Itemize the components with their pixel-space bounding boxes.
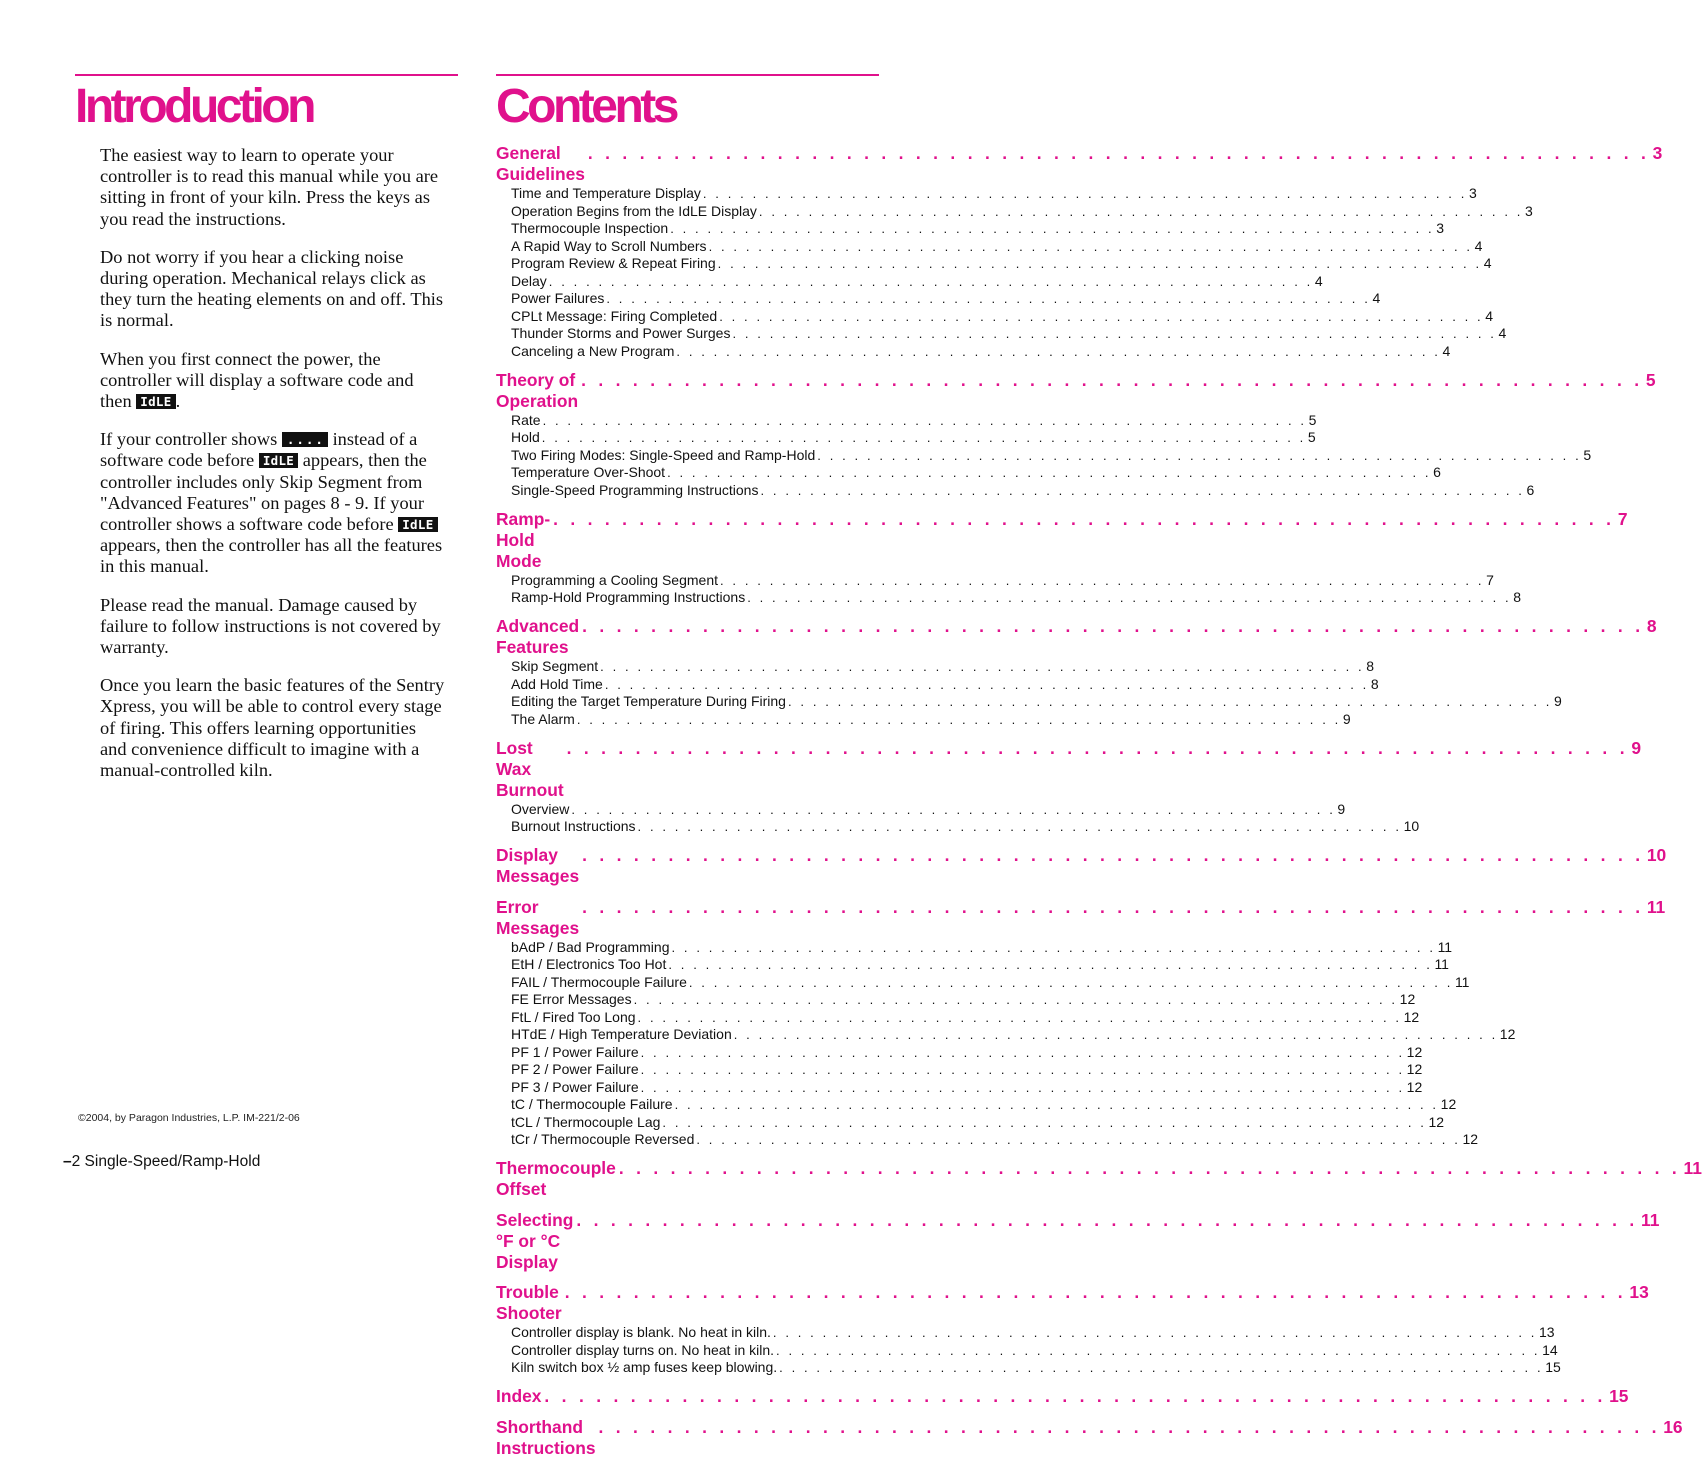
dot-leader: . . . . . . . . . . . . . . . . . . . . . . . . . . . . . . . . . . . . . . . . . . . . . . . . . . . . . . . . . . . . . . — [717, 256, 1482, 271]
toc-item-page: 6 — [1526, 481, 1535, 498]
dot-leader: . . . . . . . . . . . . . . . . . . . . . . . . . . . . . . . . . . . . . . . . . . . . . . . . . . . . . . . . . . . . . . — [676, 343, 1441, 359]
dot-leader: . . . . . . . . . . . . . . . . . . . . . . . . . . . . . . . . . . . . . . . . . . . . . . . . . . . . . . . . . . . . . . — [668, 957, 1433, 972]
toc-item-label: Operation Begins from the IdLE Display — [511, 202, 757, 219]
page-footer — [63, 1153, 260, 1171]
toc-section-label: General Guidelines — [496, 143, 585, 184]
toc-item[interactable] — [496, 1061, 1423, 1079]
toc-item[interactable] — [496, 589, 1522, 607]
dot-leader: . . . . . . . . . . . . . . . . . . . . . . . . . . . . . . . . . . . . . . . . . . . . . . . . . . . . . . . . . . . . . . — [640, 1062, 1405, 1077]
table-of-contents — [496, 143, 1702, 1468]
toc-item-label: Temperature Over-Shoot — [511, 464, 666, 480]
toc-item-label: FtL / Fired Too Long — [511, 1008, 636, 1025]
dot-leader: . . . . . . . . . . . . . . . . . . . . . . . . . . . . . . . . . . . . . . . . . . . . . . . . . . . . . . . . . . . . . . — [637, 1009, 1402, 1025]
toc-item-label: Program Review & Repeat Firing — [511, 255, 716, 271]
toc-section-label: Ramp-Hold Mode — [496, 508, 551, 571]
toc-section-title[interactable] — [496, 737, 1641, 801]
intro-paragraph-4-text-b: instead of a software code before — [100, 429, 418, 471]
intro-paragraph-4 — [100, 429, 445, 577]
toc-section-title[interactable] — [496, 616, 1657, 658]
toc-item-label: Delay — [511, 272, 547, 289]
toc-item[interactable] — [496, 956, 1449, 974]
toc-item[interactable] — [496, 1359, 1561, 1377]
toc-item[interactable] — [496, 973, 1470, 992]
footer-dash: – — [63, 1153, 72, 1170]
toc-item-label: EtH / Electronics Too Hot — [511, 956, 667, 972]
footer-text: 2 Single-Speed/Ramp-Hold — [71, 1153, 261, 1170]
toc-item[interactable] — [496, 991, 1416, 1009]
contents-top-rule — [496, 74, 879, 76]
intro-paragraph-4-text-c: appears, then the controller includes only Skip Segment from "Advanced Features" on pages 8 - 9. If your controller shows a software code before — [100, 450, 427, 535]
toc-section-title[interactable] — [496, 1386, 1629, 1407]
toc-item[interactable] — [496, 429, 1316, 447]
toc-section — [496, 896, 1666, 1149]
toc-item-label: Burnout Instructions — [511, 818, 636, 834]
toc-section — [496, 1386, 1629, 1407]
toc-section-page: 3 — [1652, 143, 1663, 163]
toc-section — [496, 845, 1667, 887]
dot-leader: . . . . . . . . . . . . . . . . . . . . . . . . . . . . . . . . . . . . . . . . . . . . . . . . . . . . . . . . . . . . . . — [688, 974, 1453, 990]
toc-item-page: 4 — [1474, 237, 1483, 254]
toc-item[interactable] — [496, 1026, 1516, 1044]
toc-section-page: 11 — [1641, 1209, 1660, 1230]
toc-item-page: 11 — [1437, 938, 1453, 955]
toc-item-page: 8 — [1513, 589, 1522, 605]
toc-item[interactable] — [496, 800, 1346, 819]
dot-leader: . . . . . . . . . . . . . . . . . . . . . . . . . . . . . . . . . . . . . . . . . . . . . . . . . . . . . . . . . . . . . . — [587, 143, 1650, 163]
toc-section-title[interactable] — [496, 1416, 1683, 1459]
toc-section-page: 16 — [1663, 1416, 1683, 1437]
toc-section-page: 8 — [1646, 616, 1657, 636]
dot-leader: . . . . . . . . . . . . . . . . . . . . . . . . . . . . . . . . . . . . . . . . . . . . . . . . . . . . . . . . . . . . . . — [544, 1386, 1607, 1406]
toc-item-page: 4 — [1485, 307, 1494, 324]
toc-item-label: A Rapid Way to Scroll Numbers — [511, 237, 707, 254]
intro-paragraph-3 — [100, 349, 445, 413]
toc-section-label: Lost Wax Burnout — [496, 737, 564, 800]
toc-item-page: 9 — [1342, 710, 1351, 727]
toc-item[interactable] — [496, 571, 1494, 590]
toc-item-label: PF 2 / Power Failure — [511, 1061, 639, 1077]
dot-leader: . . . . . . . . . . . . . . . . . . . . . . . . . . . . . . . . . . . . . . . . . . . . . . . . . . . . . . . . . . . . . . — [787, 694, 1553, 709]
toc-item-label: The Alarm — [511, 710, 575, 727]
toc-item[interactable] — [496, 1131, 1479, 1149]
toc-item-page: 3 — [1468, 185, 1477, 201]
toc-section — [496, 369, 1656, 500]
toc-section-label: Theory of Operation — [496, 369, 579, 411]
toc-item-page: 5 — [1307, 429, 1316, 445]
toc-item-label: tC / Thermocouple Failure — [511, 1096, 673, 1112]
toc-section — [496, 508, 1628, 607]
toc-item-label: FE Error Messages — [511, 991, 632, 1007]
toc-item-page: 6 — [1433, 464, 1441, 480]
dot-leader: . . . . . . . . . . . . . . . . . . . . . . . . . . . . . . . . . . . . . . . . . . . . . . . . . . . . . . . . . . . . . . — [571, 801, 1336, 817]
toc-item-label: Two Firing Modes: Single-Speed and Ramp-Hold — [511, 446, 816, 463]
toc-section-label: Error Messages — [496, 896, 580, 938]
intro-top-rule — [75, 74, 458, 76]
toc-section — [496, 1209, 1660, 1273]
toc-item[interactable] — [496, 202, 1533, 221]
toc-section-label: Advanced Features — [496, 616, 580, 657]
toc-item[interactable] — [496, 272, 1323, 291]
toc-item-label: Power Failures — [511, 290, 605, 306]
toc-item[interactable] — [496, 1096, 1457, 1114]
idle-display-glyph: IdLE — [136, 394, 175, 409]
toc-item-label: tCr / Thermocouple Reversed — [511, 1131, 695, 1147]
toc-item[interactable] — [496, 446, 1592, 465]
toc-item[interactable] — [496, 325, 1507, 343]
dot-leader: . . . . . . . . . . . . . . . . . . . . . . . . . . . . . . . . . . . . . . . . . . . . . . . . . . . . . . . . . . . . . . — [817, 447, 1582, 463]
dot-leader: . . . . . . . . . . . . . . . . . . . . . . . . . . . . . . . . . . . . . . . . . . . . . . . . . . . . . . . . . . . . . . — [576, 1209, 1639, 1230]
toc-item[interactable] — [496, 1324, 1555, 1342]
toc-section — [496, 616, 1657, 728]
toc-item[interactable] — [496, 255, 1492, 273]
dot-leader: . . . . . . . . . . . . . . . . . . . . . . . . . . . . . . . . . . . . . . . . . . . . . . . . . . . . . . . . . . . . . . — [671, 939, 1436, 955]
toc-section-title[interactable] — [496, 508, 1628, 572]
toc-section-label: Trouble Shooter — [496, 1282, 562, 1323]
toc-section-label: Shorthand Instructions — [496, 1416, 596, 1458]
intro-paragraph-2: Do not worry if you hear a clicking noise during operation. Mechanical relays click as they turn the heating elements on and off. This is normal. — [100, 246, 444, 331]
toc-item[interactable] — [496, 464, 1441, 482]
toc-item-page: 14 — [1542, 1341, 1558, 1358]
toc-item-page: 9 — [1337, 800, 1346, 817]
toc-item-label: Editing the Target Temperature During Firing — [511, 693, 786, 709]
dot-leader: . . . . . . . . . . . . . . . . . . . . . . . . . . . . . . . . . . . . . . . . . . . . . . . . . . . . . . . . . . . . . . — [719, 308, 1484, 324]
dot-leader: . . . . . . . . . . . . . . . . . . . . . . . . . . . . . . . . . . . . . . . . . . . . . . . . . . . . . . . . . . . . . . — [606, 291, 1371, 306]
toc-section-page: 11 — [1683, 1158, 1702, 1178]
toc-section-title[interactable] — [496, 369, 1656, 412]
toc-item-label: Canceling a New Program — [511, 342, 675, 359]
dot-leader: . . . . . . . . . . . . . . . . . . . . . . . . . . . . . . . . . . . . . . . . . . . . . . . . . . . . . . . . . . . . . . — [582, 896, 1644, 917]
toc-item-page: 5 — [1308, 411, 1317, 428]
toc-section — [496, 737, 1641, 836]
toc-item[interactable] — [496, 307, 1494, 326]
toc-item[interactable] — [496, 411, 1317, 430]
toc-section-title[interactable] — [496, 1209, 1660, 1273]
toc-item-page: 3 — [1524, 202, 1533, 219]
dot-leader: . . . . . . . . . . . . . . . . . . . . . . . . . . . . . . . . . . . . . . . . . . . . . . . . . . . . . . . . . . . . . . — [640, 1044, 1405, 1060]
dot-leader: . . . . . . . . . . . . . . . . . . . . . . . . . . . . . . . . . . . . . . . . . . . . . . . . . . . . . . . . . . . . . . — [708, 238, 1473, 254]
dot-leader: . . . . . . . . . . . . . . . . . . . . . . . . . . . . . . . . . . . . . . . . . . . . . . . . . . . . . . . . . . . . . . — [772, 1325, 1537, 1340]
dots-display-glyph: .... — [282, 432, 328, 447]
dot-leader: . . . . . . . . . . . . . . . . . . . . . . . . . . . . . . . . . . . . . . . . . . . . . . . . . . . . . . . . . . . . . . — [760, 482, 1525, 498]
toc-section-page: 15 — [1609, 1386, 1629, 1406]
toc-section-title[interactable] — [496, 896, 1666, 939]
dot-leader: . . . . . . . . . . . . . . . . . . . . . . . . . . . . . . . . . . . . . . . . . . . . . . . . . . . . . . . . . . . . . . — [702, 186, 1467, 201]
toc-item-page: 9 — [1554, 693, 1562, 709]
dot-leader: . . . . . . . . . . . . . . . . . . . . . . . . . . . . . . . . . . . . . . . . . . . . . . . . . . . . . . . . . . . . . . — [618, 1158, 1681, 1178]
contents-heading: Contents — [496, 80, 676, 133]
toc-item-page: 12 — [1440, 1096, 1457, 1112]
toc-section-title[interactable] — [496, 1158, 1702, 1200]
toc-item[interactable] — [496, 658, 1375, 676]
toc-item-page: 4 — [1483, 255, 1492, 271]
idle-display-glyph: IdLE — [398, 517, 437, 532]
dot-leader: . . . . . . . . . . . . . . . . . . . . . . . . . . . . . . . . . . . . . . . . . . . . . . . . . . . . . . . . . . . . . . — [776, 1342, 1541, 1358]
toc-item[interactable] — [496, 818, 1420, 836]
toc-section-label: Index — [496, 1386, 542, 1406]
dot-leader: . . . . . . . . . . . . . . . . . . . . . . . . . . . . . . . . . . . . . . . . . . . . . . . . . . . . . . . . . . . . . . — [674, 1097, 1439, 1112]
toc-item-page: 4 — [1372, 290, 1381, 306]
toc-section-label: Display Messages — [496, 845, 580, 886]
toc-item-label: Add Hold Time — [511, 675, 603, 692]
dot-leader: . . . . . . . . . . . . . . . . . . . . . . . . . . . . . . . . . . . . . . . . . . . . . . . . . . . . . . . . . . . . . . — [670, 221, 1435, 236]
toc-item-page: 8 — [1366, 658, 1375, 674]
toc-item[interactable] — [496, 1008, 1420, 1027]
toc-item-page: 12 — [1403, 1008, 1420, 1025]
toc-section — [496, 1416, 1683, 1459]
toc-item-label: PF 3 / Power Failure — [511, 1078, 639, 1095]
toc-item-label: Time and Temperature Display — [511, 185, 701, 201]
intro-body — [100, 145, 445, 798]
toc-item[interactable] — [496, 481, 1535, 500]
dot-leader: . . . . . . . . . . . . . . . . . . . . . . . . . . . . . . . . . . . . . . . . . . . . . . . . . . . . . . . . . . . . . . — [576, 711, 1341, 727]
toc-item-label: Thunder Storms and Power Surges — [511, 325, 731, 341]
toc-item[interactable] — [496, 342, 1451, 361]
intro-paragraph-5: Please read the manual. Damage caused by failure to follow instructions is not covered by warranty. — [100, 594, 441, 658]
toc-item-page: 5 — [1583, 446, 1592, 463]
toc-section-page: 13 — [1629, 1282, 1649, 1302]
toc-item-label: tCL / Thermocouple Lag — [511, 1113, 661, 1130]
toc-item[interactable] — [496, 220, 1445, 238]
dot-leader: . . . . . . . . . . . . . . . . . . . . . . . . . . . . . . . . . . . . . . . . . . . . . . . . . . . . . . . . . . . . . . — [733, 1027, 1498, 1042]
copyright-notice: ©2004, by Paragon Industries, L.P. IM-221/2-06 — [78, 1112, 300, 1124]
toc-item-label: Thermocouple Inspection — [511, 220, 669, 236]
toc-item-label: CPLt Message: Firing Completed — [511, 307, 718, 324]
toc-item-label: bAdP / Bad Programming — [511, 938, 670, 955]
toc-section-page: 11 — [1646, 896, 1666, 917]
idle-display-glyph: IdLE — [259, 453, 298, 468]
dot-leader: . . . . . . . . . . . . . . . . . . . . . . . . . . . . . . . . . . . . . . . . . . . . . . . . . . . . . . . . . . . . . . — [779, 1360, 1544, 1375]
toc-item-page: 12 — [1462, 1131, 1479, 1147]
toc-item-page: 12 — [1406, 1043, 1423, 1060]
dot-leader: . . . . . . . . . . . . . . . . . . . . . . . . . . . . . . . . . . . . . . . . . . . . . . . . . . . . . . . . . . . . . . — [696, 1132, 1461, 1147]
toc-item-label: FAIL / Thermocouple Failure — [511, 973, 687, 990]
intro-paragraph-4-text-a: If your controller shows — [100, 429, 278, 450]
toc-item-page: 12 — [1399, 991, 1416, 1007]
toc-item-label: Overview — [511, 800, 570, 817]
toc-item[interactable] — [496, 237, 1483, 256]
toc-item-page: 12 — [1428, 1113, 1445, 1130]
intro-paragraph-4-text-d: appears, then the controller has all the features in this manual. — [100, 535, 443, 577]
dot-leader: . . . . . . . . . . . . . . . . . . . . . . . . . . . . . . . . . . . . . . . . . . . . . . . . . . . . . . . . . . . . . . — [598, 1416, 1661, 1437]
dot-leader: . . . . . . . . . . . . . . . . . . . . . . . . . . . . . . . . . . . . . . . . . . . . . . . . . . . . . . . . . . . . . . — [758, 203, 1523, 219]
toc-item-page: 13 — [1538, 1324, 1555, 1340]
toc-item-page: 11 — [1434, 956, 1449, 972]
intro-paragraph-3-end: . — [175, 391, 181, 412]
toc-section — [496, 143, 1663, 360]
toc-item[interactable] — [496, 675, 1379, 694]
toc-item-label: PF 1 / Power Failure — [511, 1043, 639, 1060]
toc-item[interactable] — [496, 1043, 1423, 1062]
toc-item[interactable] — [496, 938, 1453, 957]
dot-leader: . . . . . . . . . . . . . . . . . . . . . . . . . . . . . . . . . . . . . . . . . . . . . . . . . . . . . . . . . . . . . . — [637, 819, 1402, 834]
dot-leader: . . . . . . . . . . . . . . . . . . . . . . . . . . . . . . . . . . . . . . . . . . . . . . . . . . . . . . . . . . . . . . — [662, 1114, 1427, 1130]
toc-section-page: 9 — [1631, 737, 1641, 758]
dot-leader: . . . . . . . . . . . . . . . . . . . . . . . . . . . . . . . . . . . . . . . . . . . . . . . . . . . . . . . . . . . . . . — [582, 616, 1644, 636]
toc-item-page: 7 — [1486, 571, 1494, 588]
dot-leader: . . . . . . . . . . . . . . . . . . . . . . . . . . . . . . . . . . . . . . . . . . . . . . . . . . . . . . . . . . . . . . — [564, 1282, 1627, 1302]
toc-item-page: 15 — [1545, 1359, 1561, 1375]
dot-leader: . . . . . . . . . . . . . . . . . . . . . . . . . . . . . . . . . . . . . . . . . . . . . . . . . . . . . . . . . . . . . . — [581, 369, 1643, 390]
toc-item-page: 4 — [1314, 272, 1323, 289]
dot-leader: . . . . . . . . . . . . . . . . . . . . . . . . . . . . . . . . . . . . . . . . . . . . . . . . . . . . . . . . . . . . . . — [566, 737, 1629, 758]
toc-item-label: Controller display turns on. No heat in kiln. — [511, 1341, 775, 1358]
toc-section-label: Thermocouple Offset — [496, 1158, 616, 1199]
toc-section-title[interactable] — [496, 143, 1663, 185]
toc-item[interactable] — [496, 1341, 1558, 1360]
toc-item-label: Single-Speed Programming Instructions — [511, 481, 759, 498]
dot-leader: . . . . . . . . . . . . . . . . . . . . . . . . . . . . . . . . . . . . . . . . . . . . . . . . . . . . . . . . . . . . . . — [548, 273, 1313, 289]
dot-leader: . . . . . . . . . . . . . . . . . . . . . . . . . . . . . . . . . . . . . . . . . . . . . . . . . . . . . . . . . . . . . . — [747, 590, 1512, 605]
toc-section-title[interactable] — [496, 845, 1667, 887]
intro-heading: Introduction — [75, 80, 313, 133]
toc-item-page: 4 — [1442, 342, 1451, 359]
toc-item[interactable] — [496, 1113, 1445, 1132]
toc-section-page: 5 — [1645, 369, 1656, 390]
toc-item-label: Kiln switch box ½ amp fuses keep blowing. — [511, 1359, 778, 1375]
dot-leader: . . . . . . . . . . . . . . . . . . . . . . . . . . . . . . . . . . . . . . . . . . . . . . . . . . . . . . . . . . . . . . — [604, 676, 1369, 692]
toc-item[interactable] — [496, 693, 1562, 711]
intro-paragraph-6: Once you learn the basic features of the Sentry Xpress, you will be able to control every stage of firing. This offers learning opportunities and convenience difficult to imagine with a manual-controlled kiln. — [100, 675, 445, 781]
toc-section-page: 10 — [1646, 845, 1667, 865]
intro-paragraph-1: The easiest way to learn to operate your controller is to read this manual while you are sitting in front of your kiln. Press the keys as you read the instructions. — [100, 145, 439, 229]
toc-item[interactable] — [496, 185, 1477, 203]
toc-item-label: Rate — [511, 411, 541, 428]
toc-section — [496, 1282, 1649, 1377]
dot-leader: . . . . . . . . . . . . . . . . . . . . . . . . . . . . . . . . . . . . . . . . . . . . . . . . . . . . . . . . . . . . . . — [633, 992, 1398, 1007]
dot-leader: . . . . . . . . . . . . . . . . . . . . . . . . . . . . . . . . . . . . . . . . . . . . . . . . . . . . . . . . . . . . . . — [553, 508, 1615, 529]
toc-item-label: HTdE / High Temperature Deviation — [511, 1026, 732, 1042]
toc-section — [496, 1158, 1702, 1200]
toc-section-title[interactable] — [496, 1282, 1649, 1324]
toc-item-label: Hold — [511, 429, 540, 445]
toc-section-page: 7 — [1617, 508, 1628, 529]
toc-item-label: Ramp-Hold Programming Instructions — [511, 589, 746, 605]
toc-item-page: 11 — [1454, 973, 1470, 990]
dot-leader: . . . . . . . . . . . . . . . . . . . . . . . . . . . . . . . . . . . . . . . . . . . . . . . . . . . . . . . . . . . . . . — [640, 1079, 1405, 1095]
toc-item-page: 4 — [1498, 325, 1507, 341]
dot-leader: . . . . . . . . . . . . . . . . . . . . . . . . . . . . . . . . . . . . . . . . . . . . . . . . . . . . . . . . . . . . . . — [541, 430, 1306, 445]
dot-leader: . . . . . . . . . . . . . . . . . . . . . . . . . . . . . . . . . . . . . . . . . . . . . . . . . . . . . . . . . . . . . . — [542, 412, 1307, 428]
dot-leader: . . . . . . . . . . . . . . . . . . . . . . . . . . . . . . . . . . . . . . . . . . . . . . . . . . . . . . . . . . . . . . — [720, 572, 1485, 588]
toc-item-page: 8 — [1370, 675, 1379, 692]
toc-section-label: Selecting °F or °C Display — [496, 1209, 574, 1272]
toc-item[interactable] — [496, 1078, 1423, 1097]
toc-item[interactable] — [496, 710, 1351, 729]
dot-leader: . . . . . . . . . . . . . . . . . . . . . . . . . . . . . . . . . . . . . . . . . . . . . . . . . . . . . . . . . . . . . . — [667, 465, 1432, 480]
dot-leader: . . . . . . . . . . . . . . . . . . . . . . . . . . . . . . . . . . . . . . . . . . . . . . . . . . . . . . . . . . . . . . — [732, 326, 1497, 341]
toc-item[interactable] — [496, 290, 1381, 308]
dot-leader: . . . . . . . . . . . . . . . . . . . . . . . . . . . . . . . . . . . . . . . . . . . . . . . . . . . . . . . . . . . . . . — [600, 659, 1365, 674]
toc-item-label: Programming a Cooling Segment — [511, 571, 718, 588]
toc-item-label: Controller display is blank. No heat in kiln. — [511, 1324, 771, 1340]
toc-item-page: 12 — [1406, 1078, 1423, 1095]
intro-paragraph-3-text: When you first connect the power, the controller will display a software code and then — [100, 348, 414, 412]
toc-item-page: 12 — [1499, 1026, 1516, 1042]
dot-leader: . . . . . . . . . . . . . . . . . . . . . . . . . . . . . . . . . . . . . . . . . . . . . . . . . . . . . . . . . . . . . . — [582, 845, 1644, 865]
toc-item-page: 12 — [1406, 1061, 1423, 1077]
toc-item-page: 10 — [1403, 818, 1420, 834]
toc-item-page: 3 — [1436, 220, 1445, 236]
toc-item-label: Skip Segment — [511, 658, 599, 674]
